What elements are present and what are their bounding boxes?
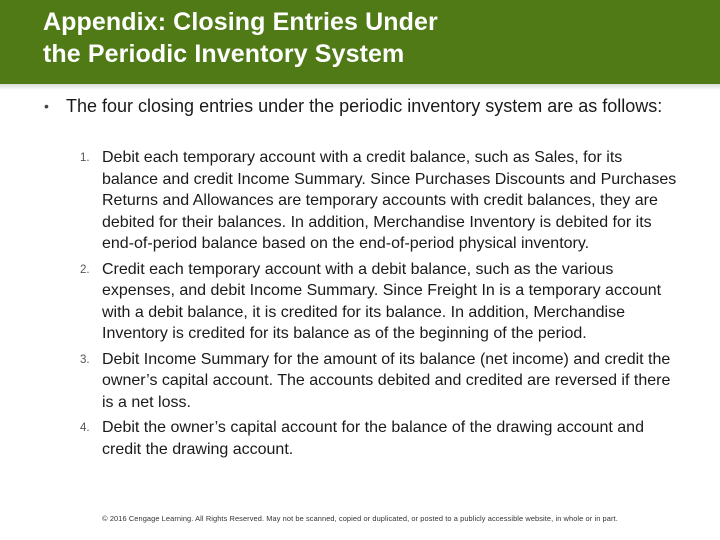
slide-title-line-2: the Periodic Inventory System <box>43 40 405 68</box>
title-bar <box>0 0 720 84</box>
closing-entries-list <box>80 147 682 464</box>
bullet-icon: • <box>44 98 49 114</box>
closing-entry-text: Debit the owner’s capital account for the balance of the drawing account and credit the drawing account. <box>102 418 644 458</box>
closing-entry-item <box>80 417 682 460</box>
closing-entry-number: 1. <box>80 152 90 164</box>
slide-title-line-1: Appendix: Closing Entries Under <box>43 8 438 36</box>
closing-entry-number: 2. <box>80 263 90 276</box>
closing-entry-number: 4. <box>80 421 90 434</box>
title-shadow-divider <box>0 84 720 90</box>
closing-entry-item <box>80 259 682 345</box>
intro-bullet-item <box>44 95 684 118</box>
intro-text: The four closing entries under the periodic inventory system are as follows: <box>66 96 663 116</box>
closing-entry-text: Debit Income Summary for the amount of its balance (net income) and credit the owner’s capital account. The accounts debited and credited are reversed if there is a net loss. <box>102 350 671 411</box>
closing-entry-item <box>80 349 682 414</box>
closing-entry-item <box>80 147 682 255</box>
copyright-footer: © 2016 Cengage Learning. All Rights Reserved. May not be scanned, copied or duplicated, or posted to a publicly accessible website, in whole or in part. <box>102 514 618 523</box>
closing-entry-text: Credit each temporary account with a debit balance, such as the various expenses, and debit Income Summary. Since Freight In is a temporary account with a debit balance, it is credited for its balance. In addition, Merchandise Inventory is credited for its balance as of the beginning of the period. <box>102 260 662 343</box>
closing-entry-text: Debit each temporary account with a credit balance, such as Sales, for its balance and credit Income Summary. Since Purchases Discounts and Purchases Returns and Allowances are temporary accounts with credit balances, they are debited for their balances. In addition, Merchandise Inventory is debited for its end-of-period balance based on the end-of-period physical inventory. <box>102 149 677 253</box>
slide-title <box>43 6 720 70</box>
closing-entry-number: 3. <box>80 353 90 366</box>
